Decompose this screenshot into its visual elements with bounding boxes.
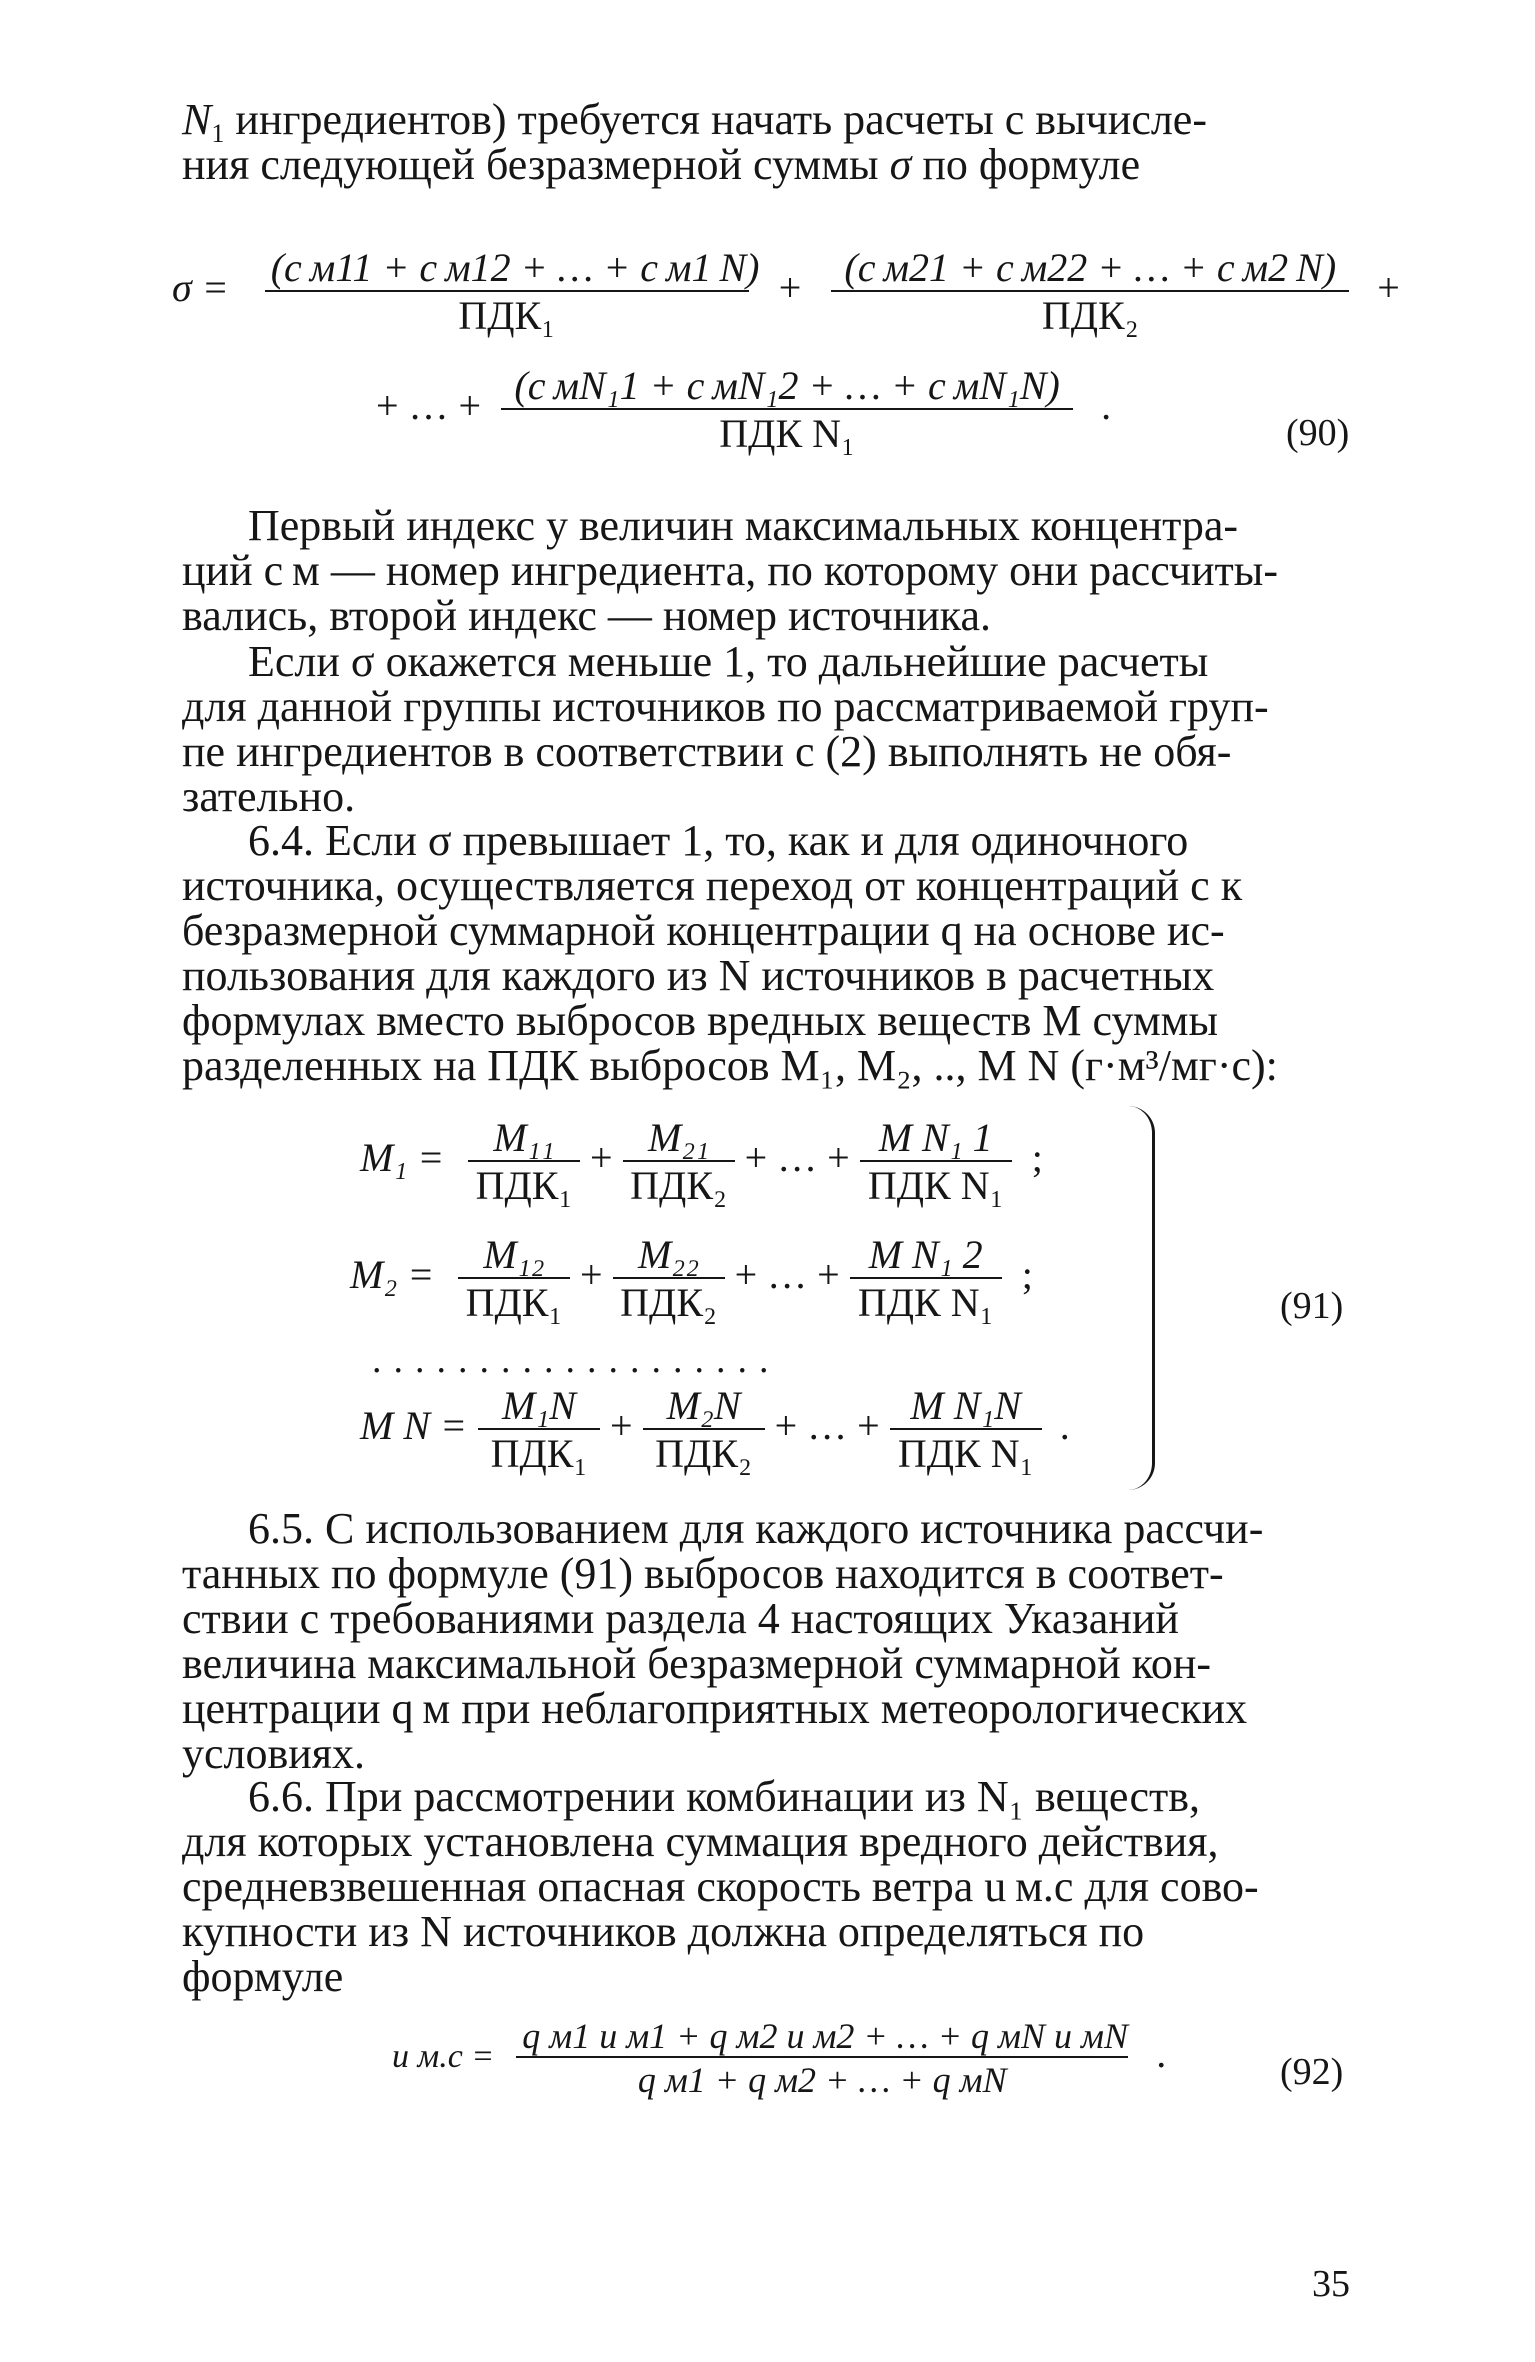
section-6-4-line-1: 6.4. Если σ превышает 1, то, как и для одиночного — [248, 816, 1189, 865]
eq91-row-2 — [350, 1232, 1033, 1325]
eq91-row-2-term-b — [613, 1232, 725, 1325]
eq90-lhs: σ = — [172, 265, 229, 311]
eq91-row-2-c-numerator: M N₁ 2 — [850, 1235, 1002, 1279]
section-6-6-line-2: для которых установлена суммация вредного действия, — [182, 1817, 1219, 1866]
section-6-5-line-2: танных по формуле (91) выбросов находится в соответ- — [182, 1549, 1224, 1598]
eq91-row-2-ellipsis: + … + — [734, 1252, 840, 1298]
section-6-6-line-4: купности из N источников должна определяться по — [182, 1907, 1145, 1956]
section-6-4-paragraph — [182, 818, 1360, 1088]
eq90-term-3-numerator: (c мN₁1 + c мN₁2 + … + c мN₁N) — [501, 366, 1073, 410]
eq91-row-1-c-denominator: ПДК N₁ — [867, 1163, 1004, 1208]
eq90-period: . — [1101, 383, 1112, 429]
first-index-paragraph — [182, 503, 1360, 638]
intro-line-1-text: ингредиентов) требуется начать расчеты с вычисле- — [224, 95, 1207, 144]
eq91-row-2-lhs: M₂ = — [350, 1252, 435, 1298]
equation-90-row-1 — [172, 245, 1400, 338]
eq91-row-3-a-denominator: ПДК₁ — [490, 1431, 588, 1476]
page-number: 35 — [1312, 2263, 1350, 2305]
eq91-row-3-b-numerator: M₂N — [643, 1386, 765, 1430]
eq91-row-1-term-b — [623, 1115, 735, 1208]
eq91-row-2-term-c — [850, 1232, 1002, 1325]
eq91-row-3 — [360, 1383, 1070, 1476]
eq91-row-3-c-numerator: M N₁N — [890, 1386, 1042, 1430]
eq90-term-1-denominator: ПДК₁ — [458, 293, 556, 338]
section-6-4-line-4: пользования для каждого из N источников в расчетных — [182, 951, 1215, 1000]
eq92-fraction — [516, 2018, 1128, 2098]
eq91-row-1 — [360, 1115, 1043, 1208]
eq91-row-2-a-numerator: M₁₂ — [458, 1235, 570, 1279]
var-n: N — [182, 95, 212, 144]
eq91-row-1-c-numerator: M N₁ 1 — [860, 1118, 1012, 1162]
eq91-row-3-period: . — [1059, 1403, 1070, 1449]
intro-line-2-tail: по формуле — [911, 140, 1141, 189]
eq91-row-3-ellipsis: + … + — [774, 1403, 880, 1449]
section-6-5-line-3: ствии с требованиями раздела 4 настоящих Указаний — [182, 1594, 1179, 1643]
eq90-term-3-denominator: ПДК N₁ — [719, 411, 855, 456]
eq91-row-1-a-denominator: ПДК₁ — [475, 1163, 573, 1208]
eq91-row-1-ellipsis: + … + — [744, 1135, 850, 1181]
eq91-row-2-b-denominator: ПДК₂ — [620, 1280, 717, 1325]
section-6-6-line-1: 6.6. При рассмотрении комбинации из N₁ веществ, — [248, 1772, 1201, 1821]
sigma-symbol: σ — [889, 140, 912, 189]
section-6-5-paragraph — [182, 1506, 1360, 1776]
eq90-term-3 — [501, 363, 1073, 456]
equation-92-number: (92) — [1280, 2051, 1344, 2093]
first-index-line-3: вались, второй индекс — номер источника. — [182, 591, 992, 640]
eq91-row-3-term-a — [478, 1383, 600, 1476]
section-6-5-line-4: величина максимальной безразмерной суммарной кон- — [182, 1639, 1212, 1688]
eq91-row-2-c-denominator: ПДК N₁ — [857, 1280, 994, 1325]
first-index-line-1: Первый индекс у величин максимальных концентра- — [248, 501, 1239, 550]
eq91-row-3-a-numerator: M₁N — [478, 1386, 600, 1430]
eq91-row-3-lhs: M N = — [360, 1403, 467, 1449]
eq90-term-2-denominator: ПДК₂ — [1041, 293, 1139, 338]
section-6-6-paragraph — [182, 1774, 1360, 1999]
intro-paragraph — [182, 97, 1360, 187]
eq91-row-2-term-a — [458, 1232, 570, 1325]
section-6-5-line-6: условиях. — [182, 1729, 366, 1778]
eq91-row-1-b-denominator: ПДК₂ — [630, 1163, 727, 1208]
section-6-4-line-3: безразмерной суммарной концентрации q на основе ис- — [182, 906, 1225, 955]
section-6-5-line-5: центрации q м при неблагоприятных метеорологических — [182, 1684, 1248, 1733]
eq90-term-1 — [265, 245, 760, 338]
eq92-lhs: u м.с = — [392, 2038, 495, 2076]
if-sigma-line-3: пе ингредиентов в соответствии с (2) выполнять не обя- — [182, 727, 1232, 776]
equation-91-number: (91) — [1280, 1285, 1344, 1327]
eq90-term-2 — [831, 245, 1349, 338]
eq91-row-2-semicolon: ; — [1021, 1252, 1033, 1298]
eq91-dots-row: ................... — [372, 1339, 781, 1381]
intro-line-2 — [182, 142, 1360, 187]
if-sigma-line-1: Если σ окажется меньше 1, то дальнейшие расчеты — [248, 637, 1209, 686]
section-6-4-line-2: источника, осуществляется переход от концентраций c к — [182, 861, 1243, 910]
intro-line-1 — [182, 95, 1360, 148]
eq91-row-3-plus: + — [610, 1403, 633, 1449]
eq90-term-2-numerator: (c м21 + c м22 + … + c м2 N) — [831, 248, 1349, 292]
eq91-row-3-b-denominator: ПДК₂ — [655, 1431, 752, 1476]
eq91-row-2-b-numerator: M₂₂ — [613, 1235, 725, 1279]
equation-92 — [392, 2018, 1166, 2098]
eq90-plus-1: + — [778, 265, 802, 311]
var-n-subscript: 1 — [211, 119, 225, 148]
eq91-row-1-lhs: M₁ = — [360, 1135, 445, 1181]
equation-90-number: (90) — [1286, 412, 1350, 454]
intro-line-2-text: ния следующей безразмерной суммы — [182, 140, 890, 189]
eq91-row-1-b-numerator: M₂₁ — [623, 1118, 735, 1162]
eq90-term-1-numerator: (c м11 + c м12 + … + c м1 N) — [265, 248, 749, 292]
eq91-row-1-term-c — [860, 1115, 1012, 1208]
eq90-leading-ellipsis: + … + — [376, 383, 482, 429]
eq92-numerator: q м1 u м1 + q м2 u м2 + … + q мN u мN — [516, 2018, 1128, 2058]
eq91-row-3-term-b — [643, 1383, 765, 1476]
if-sigma-paragraph — [182, 639, 1360, 819]
if-sigma-line-2: для данной группы источников по рассматриваемой груп- — [182, 682, 1269, 731]
section-6-6-line-5: формуле — [182, 1952, 344, 2001]
equation-90-row-2 — [376, 363, 1112, 456]
eq92-period: . — [1156, 2031, 1167, 2077]
eq92-denominator: q м1 + q м2 + … + q мN — [637, 2060, 1007, 2100]
eq91-row-2-a-denominator: ПДК₁ — [465, 1280, 563, 1325]
eq91-row-1-term-a — [468, 1115, 580, 1208]
eq91-right-brace — [1128, 1106, 1155, 1490]
if-sigma-line-4: зательно. — [182, 772, 356, 821]
eq91-row-1-semicolon: ; — [1031, 1135, 1043, 1181]
eq91-row-1-a-numerator: M₁₁ — [468, 1118, 580, 1162]
section-6-4-line-6: разделенных на ПДК выбросов M₁, M₂, .., M N (г·м³/мг·с): — [182, 1041, 1278, 1090]
section-6-5-line-1: 6.5. С использованием для каждого источника рассчи- — [248, 1504, 1264, 1553]
section-6-4-line-5: формулах вместо выбросов вредных веществ M суммы — [182, 996, 1219, 1045]
eq91-row-2-plus: + — [580, 1252, 603, 1298]
eq90-plus-2: + — [1377, 265, 1400, 311]
eq91-row-3-c-denominator: ПДК N₁ — [897, 1431, 1034, 1476]
eq91-row-3-term-c — [890, 1383, 1042, 1476]
eq91-row-1-plus: + — [590, 1135, 613, 1181]
section-6-6-line-3: средневзвешенная опасная скорость ветра u м.с для сово- — [182, 1862, 1259, 1911]
first-index-line-2: ций c м — номер ингредиента, по которому они рассчиты- — [182, 546, 1278, 595]
